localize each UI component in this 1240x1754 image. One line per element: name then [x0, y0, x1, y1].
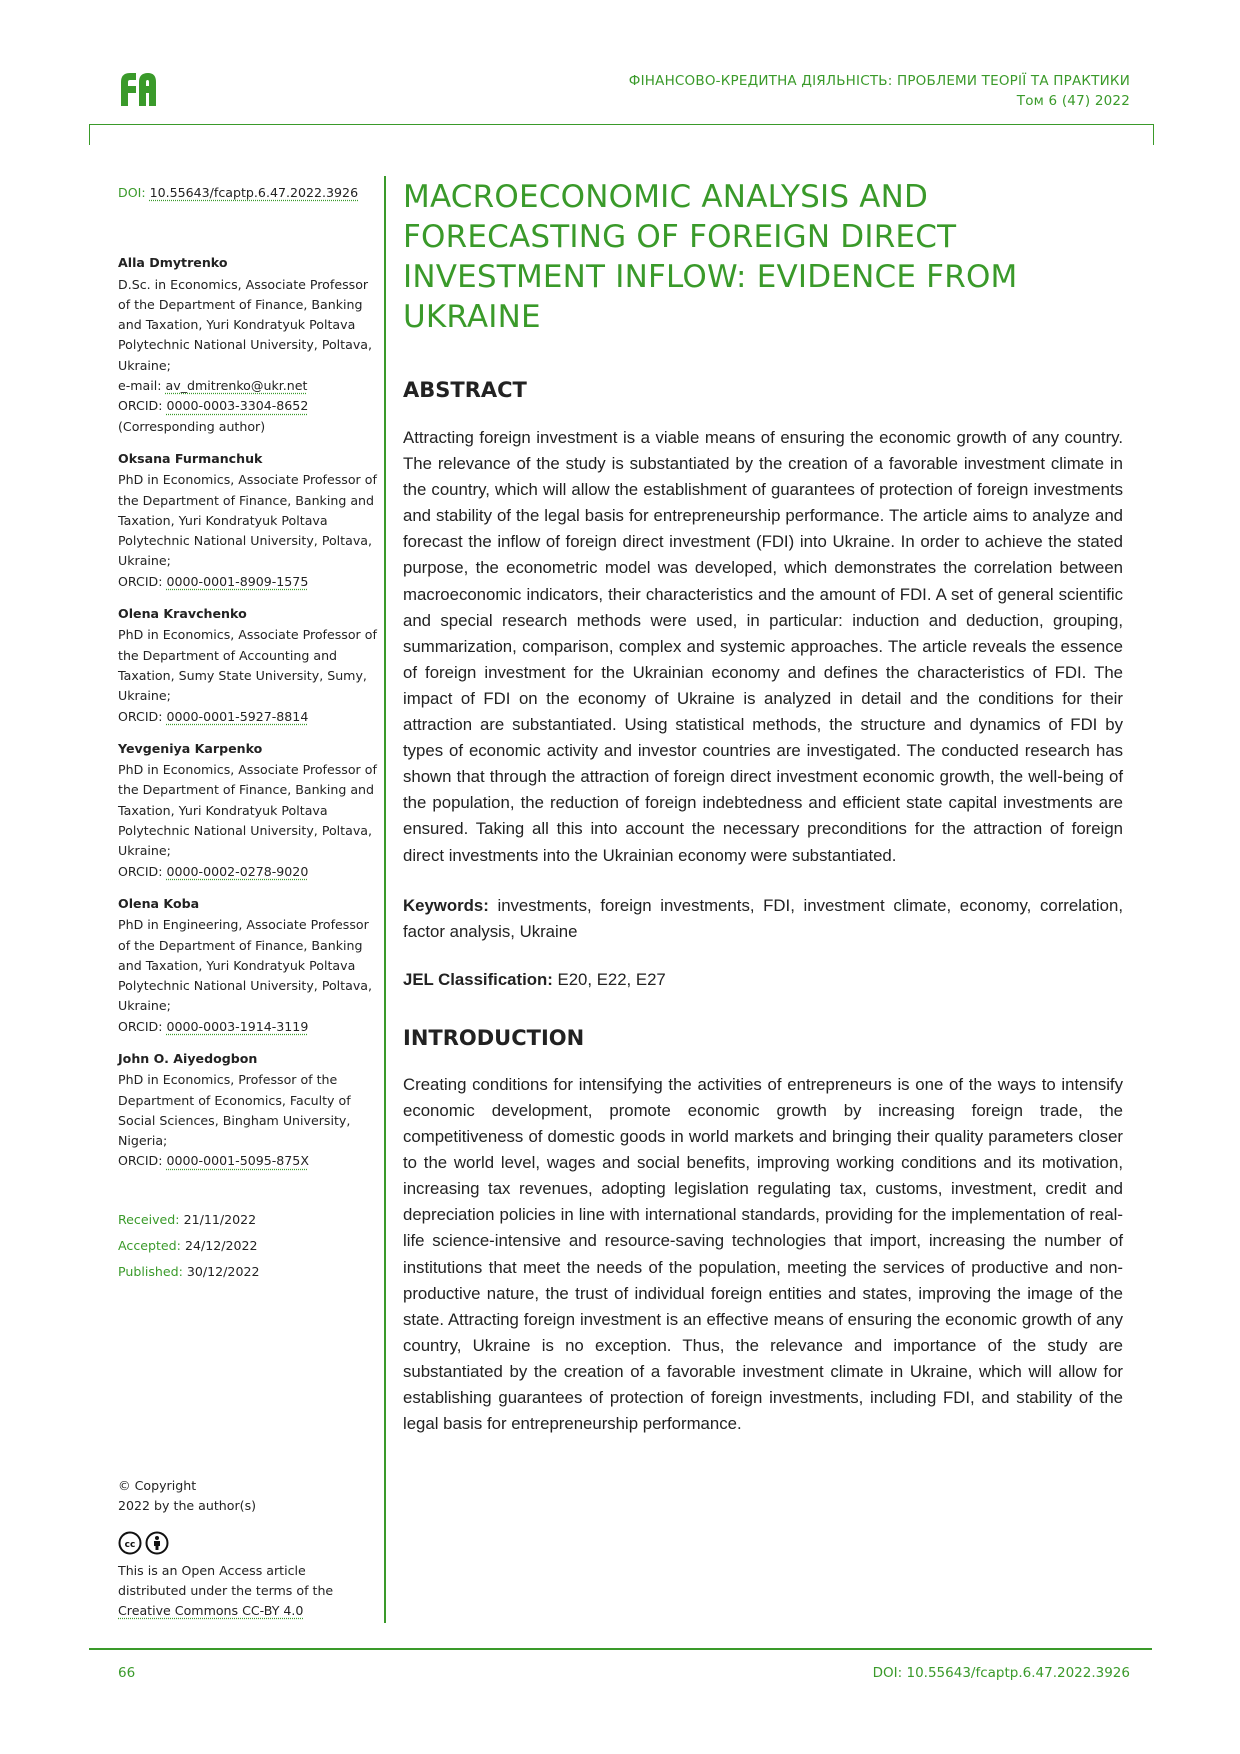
author-block [118, 894, 378, 1037]
author-affiliation: PhD in Economics, Associate Professor of the Department of Finance, Banking and Taxation, Yuri Kondratyuk Poltava Polytechnic National University, Poltava, Ukraine; [118, 472, 377, 569]
jel-classification [403, 967, 1123, 993]
author-name: John O. Aiyedogbon [118, 1050, 258, 1066]
author-name: Alla Dmytrenko [118, 255, 228, 271]
journal-name: ФІНАНСОВО-КРЕДИТНА ДІЯЛЬНІСТЬ: ПРОБЛЕМИ ТЕОРІЇ ТА ПРАКТИКИ [628, 73, 1130, 89]
author-block [118, 253, 378, 437]
article-title: MACROECONOMIC ANALYSIS AND FORECASTING OF FOREIGN DIRECT INVESTMENT INFLOW: EVIDENCE FROM UKRAINE [403, 179, 1018, 335]
received-date: Received: 21/11/2022 [118, 1211, 257, 1227]
publication-dates [118, 1210, 378, 1283]
published-date: Published: 30/12/2022 [118, 1264, 260, 1280]
column-divider [384, 176, 386, 1623]
email-link[interactable]: av_dmitrenko@ukr.net [165, 378, 308, 394]
abstract-text: Attracting foreign investment is a viable means of ensuring the economic growth of any country. The relevance of the study is substantiated by the creation of a favorable investment climate in the country, which will allow the establishment of guarantees of protection of foreign investments and stability of the legal basis for entrepreneurship performance. The article aims to analyze and forecast the inflow of foreign direct investment (FDI) into Ukraine. In order to achieve the stated purpose, the econometric model was developed, which demonstrates the correlation between macroeconomic indicators, their characteristics and the amount of FDI. A set of general scientific and special research methods were used, in particular: induction and deduction, grouping, summarization, comparison, complex and systemic approaches. The article reveals the essence of foreign investment for the Ukrainian economy and defines the characteristics of FDI. The impact of FDI on the economy of Ukraine is analyzed in detail and the conditions for their attraction are substantiated. Using statistical methods, the structure and dynamics of FDI by types of economic activity and investor countries are investigated. The conducted research has shown that through the attraction of foreign direct investment economic growth, the well-being of the population, the reduction of foreign indebtedness and efficient state capital investments are ensured. Taking all this into account the necessary preconditions for the attraction of foreign direct investments into the Ukrainian economy were substantiated. [403, 428, 1123, 865]
author-orcid: ORCID: 0000-0001-5095-875X [118, 1153, 309, 1169]
journal-header [629, 71, 1130, 111]
author-orcid: ORCID: 0000-0002-0278-9020 [118, 863, 309, 879]
author-orcid: ORCID: 0000-0003-1914-3119 [118, 1018, 309, 1034]
keywords-value: investments, foreign investments, FDI, investment climate, economy, correlation, factor analysis, Ukraine [403, 895, 1123, 941]
journal-volume: Том 6 (47) 2022 [1016, 93, 1130, 109]
svg-text:cc: cc [124, 1539, 136, 1550]
doi-label: DOI: [118, 185, 146, 200]
author-affiliation: PhD in Economics, Professor of the Department of Economics, Faculty of Social Sciences, Bingham University, Nigeria; [118, 1072, 351, 1149]
doi-link[interactable]: 10.55643/fcaptp.6.47.2022.3926 [149, 185, 359, 200]
author-block [118, 449, 378, 592]
cc-icon [118, 1531, 142, 1555]
author-name: Yevgeniya Karpenko [118, 740, 263, 756]
author-orcid: ORCID: 0000-0001-5927-8814 [118, 708, 309, 724]
footer-doi: DOI: 10.55643/fcaptp.6.47.2022.3926 [872, 1665, 1130, 1681]
author-block [118, 1049, 378, 1172]
author-affiliation: PhD in Economics, Associate Professor of the Department of Finance, Banking and Taxation, Yuri Kondratyuk Poltava Polytechnic National University, Poltava, Ukraine; [118, 762, 377, 859]
license-text: This is an Open Access article distributed under the terms of the [118, 1562, 334, 1598]
author-name: Oksana Furmanchuk [118, 450, 263, 466]
page-number: 66 [118, 1665, 136, 1681]
journal-logo-icon [118, 70, 158, 108]
header-rule [89, 124, 1154, 145]
orcid-link[interactable]: 0000-0001-8909-1575 [166, 573, 309, 589]
orcid-link[interactable]: 0000-0001-5927-8814 [166, 708, 309, 724]
author-email: e-mail: av_dmitrenko@ukr.net [118, 378, 308, 394]
article-main [403, 177, 1123, 1437]
accepted-date: Accepted: 24/12/2022 [118, 1238, 258, 1254]
jel-value: E20, E22, E27 [557, 969, 666, 989]
author-orcid: ORCID: 0000-0001-8909-1575 [118, 573, 309, 589]
author-affiliation: PhD in Economics, Associate Professor of the Department of Accounting and Taxation, Sumy State University, Sumy, Ukraine; [118, 627, 377, 704]
abstract-heading: ABSTRACT [403, 378, 527, 402]
jel-label: JEL Classification: [403, 969, 553, 989]
copyright-symbol: © [118, 1478, 131, 1493]
sidebar [118, 183, 378, 1289]
copyright-block [118, 1476, 378, 1621]
author-name: Olena Koba [118, 895, 200, 911]
journal-logo [118, 70, 158, 112]
author-affiliation: D.Sc. in Economics, Associate Professor of the Department of Finance, Banking and Taxation, Yuri Kondratyuk Poltava Polytechnic National University, Poltava, Ukraine; [118, 276, 372, 373]
footer-rule [89, 1648, 1152, 1650]
license-link[interactable]: Creative Commons CC-BY 4.0 [118, 1603, 304, 1619]
orcid-link[interactable]: 0000-0001-5095-875X [166, 1153, 309, 1169]
keywords-label: Keywords: [403, 895, 489, 915]
introduction-heading: INTRODUCTION [403, 1025, 585, 1050]
keywords [403, 893, 1123, 945]
copyright-line: © Copyright [118, 1478, 197, 1493]
author-block [118, 604, 378, 727]
orcid-link[interactable]: 0000-0003-3304-8652 [166, 398, 309, 414]
copyright-holder: 2022 by the author(s) [118, 1498, 257, 1514]
corresponding-note: (Corresponding author) [118, 418, 266, 434]
author-orcid: ORCID: 0000-0003-3304-8652 [118, 398, 309, 414]
license-icons [118, 1531, 378, 1555]
author-name: Olena Kravchenko [118, 606, 247, 622]
introduction-text: Creating conditions for intensifying the activities of entrepreneurs is one of the ways to intensify economic development, promote economic growth by increasing foreign trade, the competitiveness of domestic goods in world markets and bringing their quality parameters closer to the world level, wages and social benefits, improving working conditions and its motivation, increasing tax revenues, adopting legislation regulating tax, customs, investment, credit and depreciation policies in line with international standards, providing for the implementation of real-life science-intensive and resource-saving technologies that import, increasing the number of institutions that meet the needs of the population, meeting the services of productive and non-productive nature, the trust of individual foreign entities and states, improving the image of the state. Attracting foreign investment is an effective means of ensuring the economic growth of any country, Ukraine is no exception. Thus, the relevance and importance of the study are substantiated by the creation of a favorable investment climate in Ukraine, which will allow for establishing guarantees of protection of foreign investments, including FDI, and stability of the legal basis for entrepreneurship performance. [403, 1074, 1123, 1434]
orcid-link[interactable]: 0000-0003-1914-3119 [166, 1018, 309, 1034]
orcid-link[interactable]: 0000-0002-0278-9020 [166, 863, 309, 879]
sidebar-doi [118, 183, 378, 203]
by-attribution-icon [145, 1531, 169, 1555]
author-affiliation: PhD in Engineering, Associate Professor of the Department of Finance, Banking and Taxation, Yuri Kondratyuk Poltava Polytechnic National University, Poltava, Ukraine; [118, 917, 372, 1014]
author-block [118, 739, 378, 882]
